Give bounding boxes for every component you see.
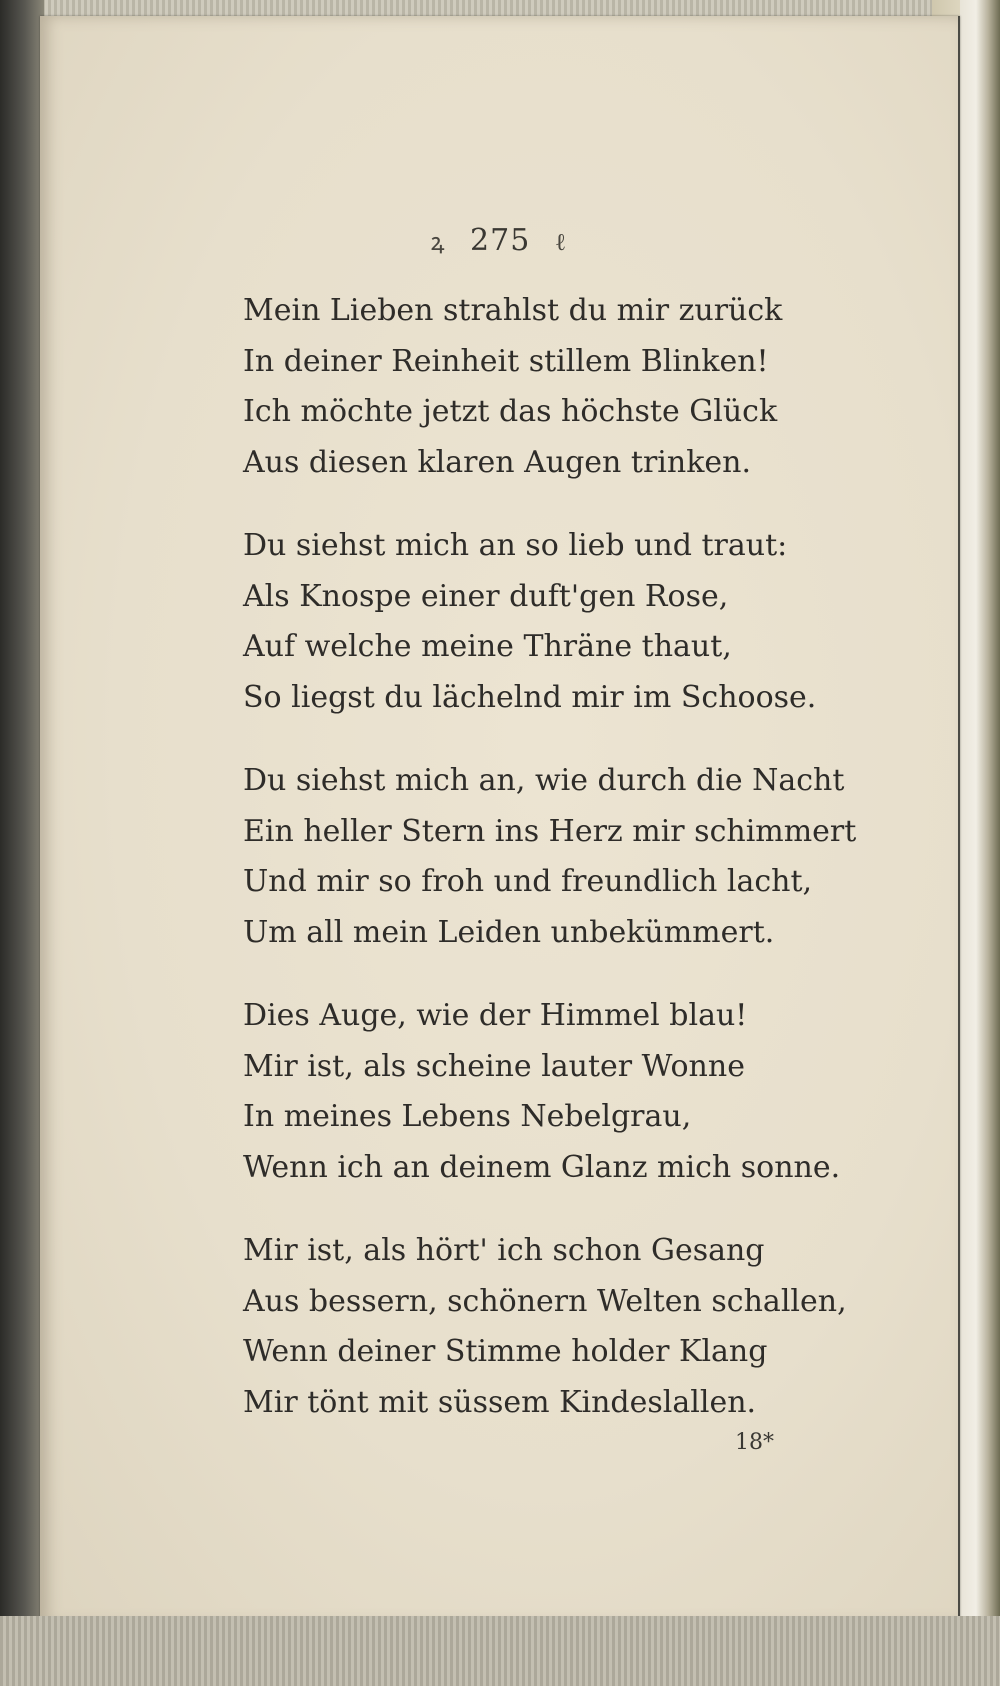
poem-line: Wenn ich an deinem Glanz mich sonne. <box>243 1149 841 1185</box>
poem-line: Du siehst mich an, wie durch die Nacht <box>243 763 845 798</box>
poem-line: Als Knospe einer duft'gen Rose, <box>243 578 729 614</box>
page-number: 275 <box>470 223 531 258</box>
poem-line: In meines Lebens Nebelgrau, <box>243 1099 692 1134</box>
stanza <box>243 1226 903 1428</box>
book-spine <box>0 0 44 1686</box>
poem-line: Ich möchte jetzt das höchste Glück <box>243 394 778 429</box>
ornament-left-icon: ꝝ <box>430 228 446 256</box>
poem-line: Aus diesen klaren Augen trinken. <box>243 444 751 480</box>
page-sheet <box>40 16 960 1624</box>
poem-line: So liegst du lächelnd mir im Schoose. <box>243 679 817 715</box>
stanza <box>243 521 903 723</box>
poem-line: Und mir so froh und freundlich lacht, <box>243 864 813 899</box>
poem-line: Du siehst mich an so lieb und traut: <box>243 528 788 563</box>
poem-line: Auf welche meine Thräne thaut, <box>243 629 732 664</box>
stanza <box>243 286 903 488</box>
poem-line: Mir tönt mit süssem Kindeslallen. <box>243 1384 757 1420</box>
poem-line: Um all mein Leiden unbekümmert. <box>243 914 775 950</box>
poem-line: In deiner Reinheit stillem Blinken! <box>243 343 769 379</box>
stanza <box>243 991 903 1193</box>
poem-line: Mein Lieben strahlst du mir zurück <box>243 293 783 328</box>
poem-line: Mir ist, als scheine lauter Wonne <box>243 1048 745 1084</box>
poem-line: Ein heller Stern ins Herz mir schimmert <box>243 813 857 849</box>
ornament-right-icon: ℓ <box>554 228 568 256</box>
poem-line: Dies Auge, wie der Himmel blau! <box>243 998 748 1033</box>
poem-line: Wenn deiner Stimme holder Klang <box>243 1334 768 1369</box>
poem-line: Mir ist, als hört' ich schon Gesang <box>243 1233 765 1268</box>
page-edge-outer <box>960 0 1000 1686</box>
stanza <box>243 756 903 958</box>
page-header <box>40 223 958 258</box>
poem-body <box>243 286 903 1461</box>
signature-mark: 18* <box>735 1430 774 1455</box>
poem-line: Aus bessern, schönern Welten schallen, <box>243 1283 847 1319</box>
cloth-binding-bottom <box>0 1616 1000 1686</box>
